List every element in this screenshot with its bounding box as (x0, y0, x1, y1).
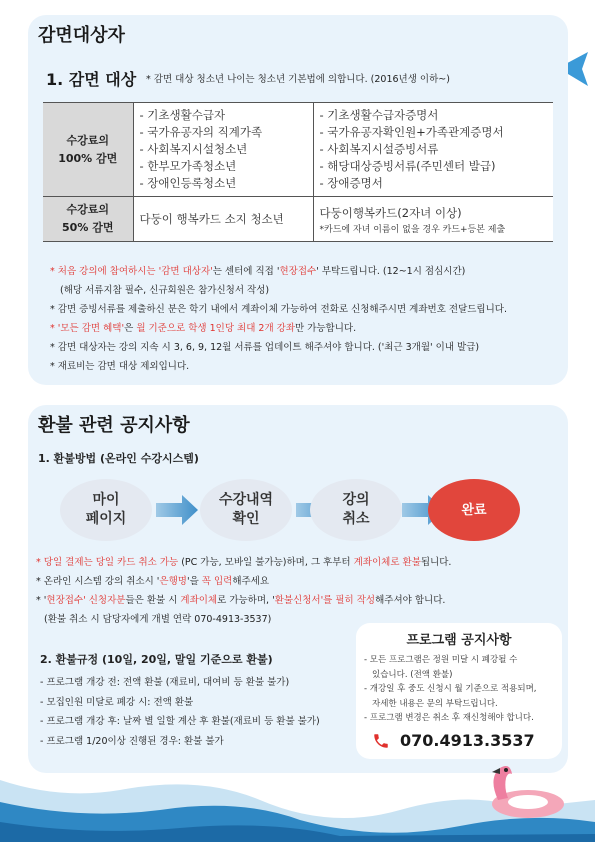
list-item: - 모든 프로그램은 정원 미달 시 폐강될 수 (364, 655, 518, 665)
note-line: * 감면 대상자는 강의 지속 시 3, 6, 9, 12월 서류를 업데이트 해주셔야 합니다. ('최근 3개월' 이내 발급) (50, 342, 480, 353)
note-line: * '현장접수' 신청자분들은 환불 시 계좌이체로 가능하며, '환불신청서'를 필히 작성해주셔야 합니다. (36, 595, 446, 606)
arrow-right-icon (156, 495, 198, 525)
list-item: - 기초생활수급자증명서 (319, 108, 439, 122)
list-item: - 국가유공자확인원+가족관계증명서 (319, 125, 504, 139)
phone-number[interactable]: 070.4913.3537 (400, 731, 535, 750)
list-item: - 프로그램 개강 전: 전액 환불 (재료비, 대여비 등 환불 불가) (40, 677, 290, 688)
note-line: (환불 취소 시 담당자에게 개별 연락 070-4913-3537) (44, 614, 272, 625)
list-item: - 사회복지시설청소년 (139, 142, 248, 156)
list-item: - 장애인등록청소년 (139, 176, 237, 190)
list-item: - 프로그램 1/20이상 진행된 경우: 환불 불가 (40, 735, 224, 747)
target-cell: 다둥이 행복카드 소지 청소년 (133, 197, 313, 242)
section-title: 환불 관련 공지사항 (38, 415, 190, 436)
document-list-cell (313, 103, 553, 197)
note-line: * 감면 증빙서류를 제출하신 분은 학기 내에서 계좌이체 가능하여 전화로 신청해주시면 계좌번호 전달드립니다. (50, 304, 507, 315)
reduction-target-heading: 1. 감면 대상 (46, 70, 137, 89)
note-line: * '모든 감면 혜택'은 월 기준으로 학생 1인당 최대 2개 강좌만 가능합니다. (50, 323, 357, 334)
refund-panel (28, 405, 568, 773)
age-note: * 감면 대상 청소년 나이는 청소년 기본법에 의합니다. (2016년생 이하~) (146, 74, 450, 85)
flamingo-float-icon (478, 758, 568, 824)
target-list-cell (133, 103, 313, 197)
note-line: * 재료비는 감면 대상 제외입니다. (50, 361, 190, 372)
list-item: 있습니다. (전액 환불) (372, 669, 453, 680)
list-item: - 기초생활수급자 (139, 108, 226, 122)
flow-step-check-enrollment: 수강내역 확인 (200, 479, 292, 541)
note-line: * 처음 강의에 참여하시는 '감면 대상자'는 센터에 직접 '현장접수' 부탁드립니다. (12~1시 점심시간) (50, 266, 466, 277)
program-notice-box (356, 623, 562, 759)
table-row-label: 수강료의 50% 감면 (43, 197, 133, 242)
note-line: * 당일 결제는 당일 카드 취소 가능 (PC 가능, 모바일 불가능)하며, 그 후부터 계좌이체로 환불됩니다. (36, 557, 452, 568)
note-line: * 온라인 시스템 강의 취소시 '은행명'을 꼭 입력해주세요 (36, 576, 270, 587)
list-item: - 프로그램 개강 후: 날짜 별 일할 계산 후 환불(재료비 등 환불 불가) (40, 716, 320, 727)
refund-method-heading: 1. 환불방법 (온라인 수강시스템) (38, 452, 199, 465)
list-item: - 국가유공자의 직계가족 (139, 125, 263, 139)
table-row (43, 103, 553, 197)
list-item: - 모집인원 미달로 폐강 시: 전액 환불 (40, 696, 194, 708)
reduction-table (43, 102, 553, 242)
reduction-notes (50, 262, 560, 376)
list-item: - 해당대상증빙서류(주민센터 발급) (319, 159, 496, 173)
notice-list (364, 653, 558, 726)
list-item: - 장애증명서 (319, 176, 383, 190)
list-item: 자세한 내용은 문의 부탁드립니다. (372, 698, 498, 709)
flow-step-complete: 완료 (428, 479, 520, 541)
note-line: (해당 서류지참 필수, 신규회원은 참가신청서 작성) (60, 285, 270, 296)
list-item: - 프로그램 변경은 취소 후 재신청해야 합니다. (364, 713, 534, 723)
refund-rules-heading: 2. 환불규정 (10일, 20일, 말일 기준으로 환불) (40, 653, 273, 666)
list-item: - 한부모가족청소년 (139, 159, 237, 173)
section-title: 감면대상자 (38, 25, 125, 46)
flow-step-mypage: 마이 페이지 (60, 479, 152, 541)
table-row-label: 수강료의 100% 감면 (43, 103, 133, 197)
list-item: - 개강일 후 중도 신청시 월 기준으로 적용되며, (364, 684, 537, 694)
document-cell: 다둥이행복카드(2자녀 이상) *카드에 자녀 이름이 없을 경우 카드+등본 제출 (313, 197, 553, 242)
notice-title: 프로그램 공지사항 (406, 633, 512, 648)
reduction-panel (28, 15, 568, 385)
table-row (43, 197, 553, 242)
list-item: - 사회복지시설증빙서류 (319, 142, 439, 156)
refund-notes (36, 553, 546, 629)
flow-step-cancel-course: 강의 취소 (310, 479, 402, 541)
